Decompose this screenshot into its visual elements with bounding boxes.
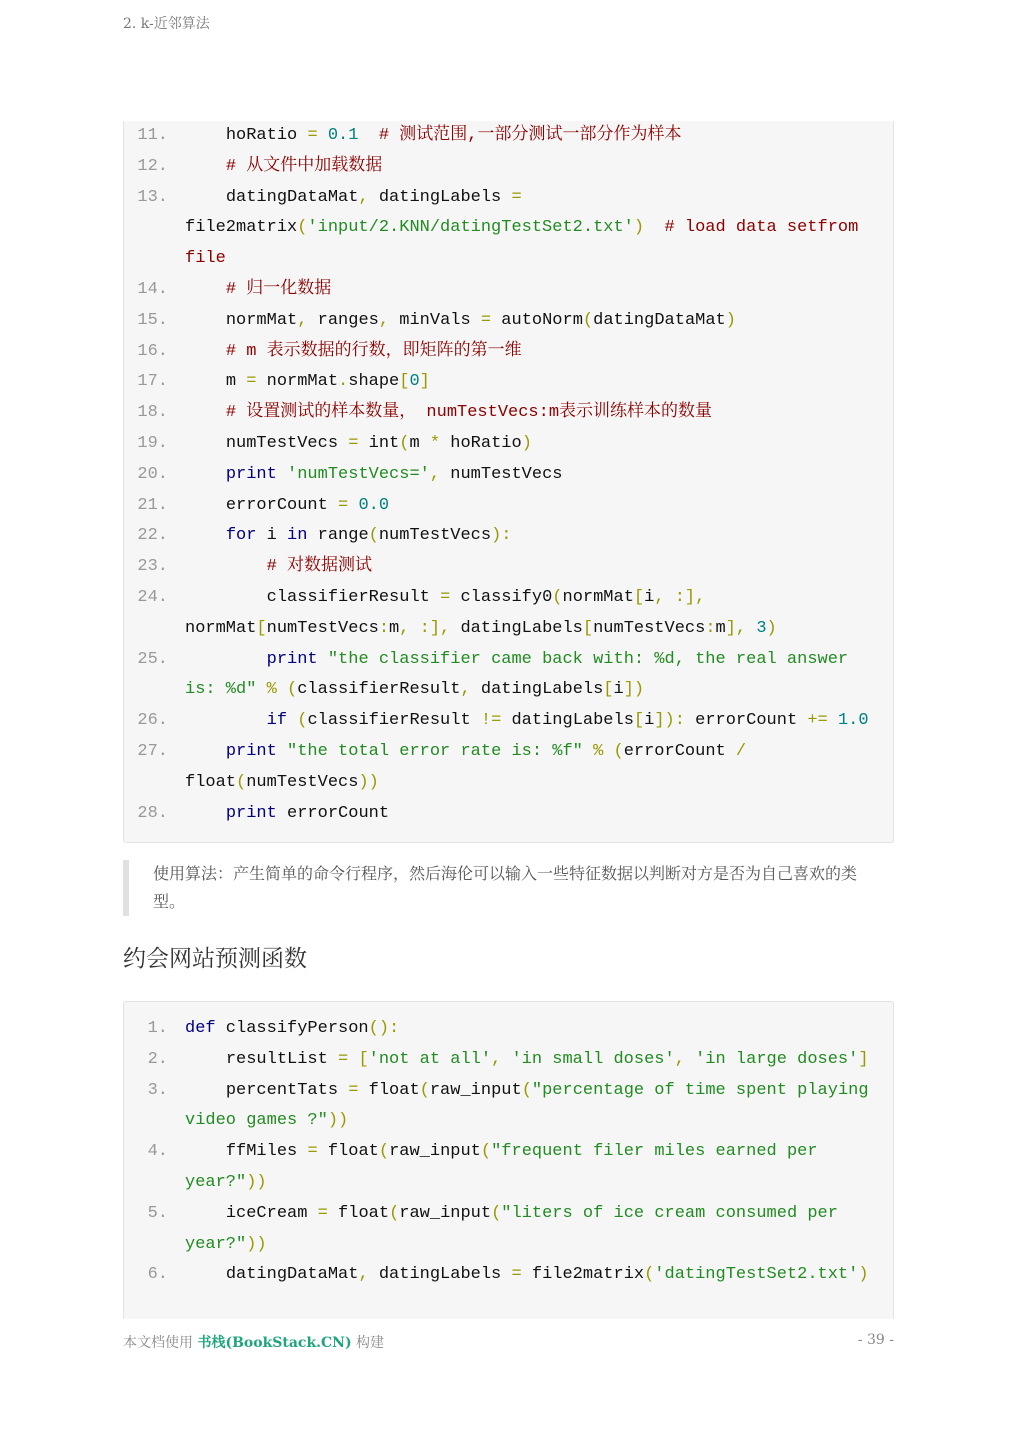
code-text: m = normMat.shape[0] <box>185 372 430 392</box>
code-line <box>124 706 893 737</box>
line-number: 21. <box>137 495 168 515</box>
code-text: errorCount = 0.0 <box>185 495 390 515</box>
quote-text: 使用算法：产生简单的命令行程序，然后海伦可以输入一些特征数据以判断对方是否为自己喜欢的类型。 <box>153 864 858 911</box>
blockquote <box>123 860 894 916</box>
code-line <box>124 1260 893 1291</box>
code-line <box>124 275 893 306</box>
code-line <box>124 1137 893 1199</box>
code-text: datingDataMat, datingLabels = file2matrix('datingTestSet2.txt') <box>185 1265 869 1285</box>
line-number: 20. <box>137 464 168 484</box>
line-number: 28. <box>137 803 168 823</box>
code-text: # 对数据测试 <box>266 557 373 577</box>
line-number: 16. <box>137 341 168 361</box>
line-number: 4. <box>147 1142 168 1162</box>
code-text: normMat, ranges, minVals = autoNorm(datingDataMat) <box>185 310 736 330</box>
line-number: 5. <box>147 1203 168 1223</box>
code-line <box>124 429 893 460</box>
code-text: hoRatio = 0.1 # 测试范围,一部分测试一部分作为样本 <box>185 126 682 145</box>
footer <box>123 1332 894 1352</box>
code-line <box>124 737 893 799</box>
code-text: ffMiles = float(raw_input("frequent filer miles earned per year?")) <box>185 1142 818 1192</box>
line-number: 14. <box>137 279 168 299</box>
page-number: - 39 - <box>857 1332 894 1348</box>
footer-suffix: 构建 <box>351 1335 385 1351</box>
code-block-1 <box>123 121 894 843</box>
code-text: classifierResult = classify0(normMat[i, :], normMat[numTestVecs:m, :], datingLabels[numTestVecs:m], 3) <box>185 587 777 638</box>
code-line <box>124 1076 893 1138</box>
code-line <box>124 645 893 707</box>
line-number: 15. <box>137 310 168 330</box>
code-line <box>124 152 893 183</box>
line-number: 24. <box>137 587 168 607</box>
code-line <box>124 583 893 645</box>
line-number: 27. <box>137 741 168 761</box>
code-text: print "the total error rate is: %f" % (errorCount / float(numTestVecs)) <box>185 741 747 792</box>
code-text: numTestVecs = int(m * hoRatio) <box>185 433 532 453</box>
code-text: iceCream = float(raw_input("liters of ice cream consumed per year?")) <box>185 1203 838 1254</box>
code-line <box>124 1045 893 1076</box>
code-lines <box>124 1002 893 1291</box>
code-text: print errorCount <box>225 803 390 823</box>
code-text: # 设置测试的样本数量， numTestVecs:m表示训练样本的数量 <box>225 403 713 423</box>
code-line <box>124 1014 893 1045</box>
line-number: 1. <box>147 1019 168 1038</box>
code-line <box>124 121 893 152</box>
code-lines <box>124 121 893 829</box>
line-number: 26. <box>137 711 168 731</box>
code-text: print 'numTestVecs=', numTestVecs <box>225 464 563 484</box>
breadcrumb: 2. k-近邻算法 <box>123 16 210 32</box>
line-number: 12. <box>137 156 168 176</box>
code-text: # 从文件中加载数据 <box>225 156 383 176</box>
code-line <box>124 521 893 552</box>
line-number: 2. <box>147 1049 168 1069</box>
code-line <box>124 398 893 429</box>
footer-brand-link[interactable]: 书栈(BookStack.CN) <box>197 1335 352 1351</box>
code-text: datingDataMat, datingLabels = file2matrix('input/2.KNN/datingTestSet2.txt') # load data setfrom file <box>185 187 859 269</box>
code-text: resultList = ['not at all', 'in small doses', 'in large doses'] <box>185 1049 869 1069</box>
code-text: def classifyPerson(): <box>185 1019 400 1038</box>
line-number: 3. <box>147 1080 168 1100</box>
line-number: 22. <box>137 526 168 546</box>
line-number: 13. <box>137 187 168 207</box>
code-text: print "the classifier came back with: %d, the real answer is: %d" % (classifierResult, datingLabels[i]) <box>185 649 849 700</box>
code-text: if (classifierResult != datingLabels[i]): errorCount += 1.0 <box>266 711 869 731</box>
code-text: # 归一化数据 <box>225 279 332 299</box>
code-line <box>124 552 893 583</box>
code-text: percentTats = float(raw_input("percentage of time spent playing video games ?")) <box>185 1080 869 1131</box>
line-number: 6. <box>147 1265 168 1285</box>
code-text: # m 表示数据的行数，即矩阵的第一维 <box>225 341 522 361</box>
section-title: 约会网站预测函数 <box>123 946 307 972</box>
code-block-2 <box>123 1001 894 1319</box>
footer-prefix: 本文档使用 <box>123 1335 198 1351</box>
code-line <box>124 1199 893 1261</box>
code-line <box>124 491 893 522</box>
code-line <box>124 183 893 275</box>
code-line <box>124 460 893 491</box>
code-line <box>124 337 893 368</box>
code-line <box>124 799 893 830</box>
line-number: 19. <box>137 433 168 453</box>
line-number: 25. <box>137 649 168 669</box>
code-line <box>124 306 893 337</box>
line-number: 11. <box>137 126 168 145</box>
line-number: 23. <box>137 557 168 577</box>
code-text: for i in range(numTestVecs): <box>225 526 512 546</box>
line-number: 18. <box>137 403 168 423</box>
line-number: 17. <box>137 372 168 392</box>
code-line <box>124 367 893 398</box>
